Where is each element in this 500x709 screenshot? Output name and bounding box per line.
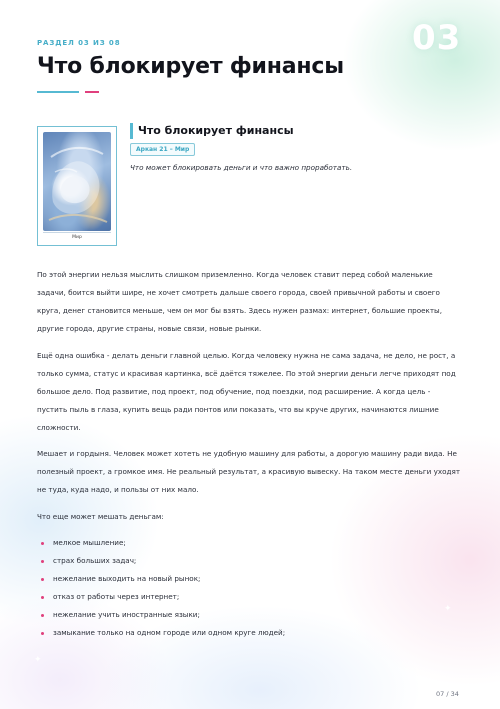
list-item [37,624,461,642]
paragraph: Ещё одна ошибка - делать деньги главной целью. Когда человеку нужна не сама задача, не дело, не рост, а только сумма, статус и красивая картинка, всё даётся тяжелее. По этой энергии деньги легче приходят под большое дело. Под развитие, под проект, под обучение, под поездки, под расширение. А когда цель - пустить пыль в глаза, купить вещь ради понтов или показать, что вы круче других, начинаются лишние сложности. [37,350,456,432]
bullet-dot-icon [41,596,44,599]
page-title: Что блокирует финансы [37,54,344,79]
list-item-text: замыкание только на одном городе или одном круге людей; [53,628,286,637]
list-item [37,570,461,588]
card-name: Мир [43,232,111,242]
arcana-badge: Аркан 21 – Мир [130,143,195,156]
card-info-title: Что блокирует финансы [138,124,294,137]
bullet-dot-icon [41,614,44,617]
info-accent-bar [130,123,133,139]
paragraph: Мешает и гордыня. Человек может хотеть не удобную машину для работы, а дорогую машину ради вида. Не полезный проект, а громкое имя. Не реальный результат, а красивую вывеску. На таком месте деньги уходят не туда, куда надо, и пользы от них мало. [37,449,461,494]
list-item [37,552,461,570]
bullet-list [37,534,461,642]
section-number: 03 [412,18,462,58]
sparkle-icon: ✦ [444,604,452,614]
section-label: РАЗДЕЛ 03 ИЗ 08 [37,39,121,47]
bullet-dot-icon [41,560,44,563]
list-intro: Что еще может мешать деньгам: [37,511,164,521]
list-item-text: нежелание выходить на новый рынок; [53,574,201,583]
card-info-subtitle: Что может блокировать деньги и что важно проработать. [130,163,353,172]
body-text [37,266,461,642]
list-item-text: страх больших задач; [53,556,137,565]
bullet-dot-icon [41,632,44,635]
sparkle-icon: ✦ [34,655,42,665]
list-item-text: отказ от работы через интернет; [53,592,180,601]
list-item-text: мелкое мышление; [53,538,126,547]
world-tarot-card-image [43,132,111,231]
bullet-dot-icon [41,578,44,581]
title-underline-blue [37,91,79,93]
paragraph: По этой энергии нельзя мыслить слишком приземленно. Когда человек ставит перед собой маленькие задачи, боится выйти шире, не хочет смотреть дальше своего города, своей привычной работы и своего круга, денег становится меньше, чем он мог бы взять. Здесь нужен размах: интернет, большие проекты, другие города, другие страны, новые связи, новые рынки. [37,270,443,333]
list-item-text: нежелание учить иностранные языки; [53,610,200,619]
bullet-dot-icon [41,542,44,545]
list-item [37,588,461,606]
page-number: 07 / 34 [436,690,459,698]
list-item [37,534,461,552]
title-underline-pink [85,91,99,93]
list-item [37,606,461,624]
tarot-card [37,126,117,246]
